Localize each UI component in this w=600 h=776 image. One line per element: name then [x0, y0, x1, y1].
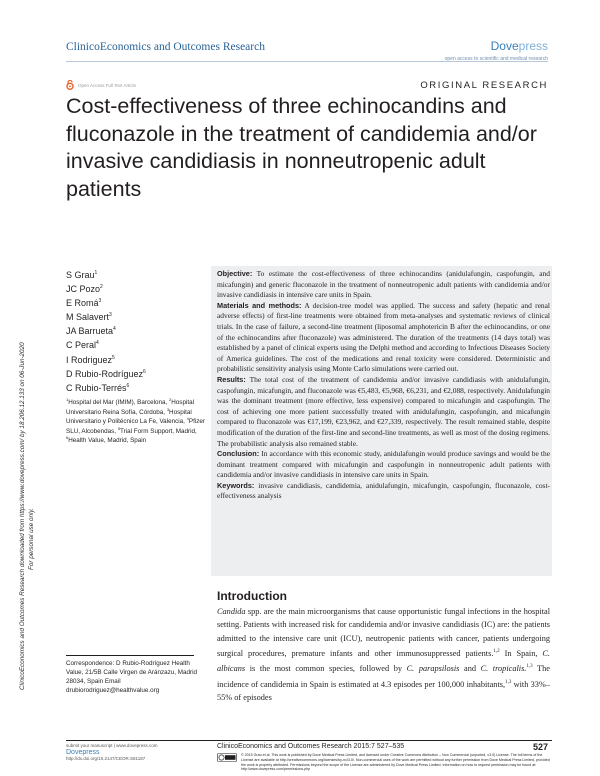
license-text: © 2015 Grau et al. This work is published by Dove Medical Press Limited, and licensed under Creative Commons Attribution – Non Commercial (unported, v3.0) License. The full terms of the License are available at http://creativecommons.org/licenses/by-nc/3.0/. Non-commercial uses of the work are permitted without any further permission from Dove Medical Press Limited, provided the work is properly attributed. Permissions beyond the scope of the License are administered by Dove Medical Press Limited. Information on how to request permission may be found at: http://www.dovepress.com/permissions.php — [241, 753, 550, 772]
author-item: E Romá$^3$ — [66, 298, 102, 309]
author-item: M Salavert$^3$ — [66, 312, 112, 323]
publisher-logo[interactable] — [491, 39, 548, 53]
open-access-label: Open Access Full Text Article — [78, 82, 136, 88]
article-title: Cost-effectiveness of three echinocandins and fluconazole in the treatment of candidemia and/or invasive candidiasis in nonneutropenic adult patients — [66, 94, 537, 201]
abstract — [217, 269, 550, 502]
author-item: C Rubio-Terrés$^6$ — [66, 382, 130, 393]
publisher-tagline: open access to scientific and medical research — [444, 56, 548, 62]
abstract-conclusion: Conclusion: In accordance with this economic study, anidulafungin would produce savings and would be the dominant treatment compared with micafungin and caspofungin in nonneutropenic adult patients with candidemia and/or invasive candidiasis in intensive care units in Spain. — [217, 449, 550, 480]
header-divider — [66, 61, 548, 62]
abstract-objective: Objective: To estimate the cost-effectiveness of three echinocandins (anidulafungin, caspofungin, and micafungin) and generic fluconazole in the treatment of nonneutropenic adult patients with candidemia and/or invasive candidiasis in intensive care units in Spain. — [217, 269, 550, 300]
open-access-icon — [66, 80, 74, 90]
author-item: D Rubio-Rodríguez$^6$ — [66, 368, 146, 379]
correspondence[interactable]: Correspondence: D Rubio-Rodríguez Health Value, 21/5B Calle Virgen de Aránzazu, Madrid 28034, Spain Email drubiorodriguez@healthvalue.org — [66, 660, 198, 694]
introduction-text: Candida spp. are the main microorganisms that cause opportunistic fungal infections in the hospital setting. Patients with increased risk for candidemia and/or invasive candidiasis (IC) are: the patients admitted to the intensive care unit (ICU), neutropenic patients with cancer, patients undergoing surgical procedures, premature infants and other immunosuppressed patients.$^{1,2}$ In Spain, C. albicans is the most common species, followed by C. parapsilosis and C. tropicalis.$^{1,3}$ The incidence of candidemia in Spain is estimated at 4.3 episodes per 100,000 inhabitants,$^{1,3}$ with 33%–55% of episodes — [217, 607, 550, 702]
journal-name[interactable]: ClinicoEconomics and Outcomes Research — [66, 41, 265, 53]
publisher-main: Dove — [490, 39, 519, 53]
abstract-results: Results: The total cost of the treatment of candidemia and/or invasive candidiasis with anidulafungin, caspofungin, micafungin, and fluconazole was €5,483, €5,968, €6,231, and €2,088, respectively. Anidulafungin was the dominant treatment (more effective, less expensive) compared to micafungin and caspofungin. The cost of achieving one more patient successfully treated with anidulafungin, caspofungin, and micafungin compared to fluconazole was €17,199, €23,962, and €27,339, respectively. The result remained stable, despite modification of the duration of the first-line and second-line treatments, as well as most of the dosing regimens. The probabilistic analysis also remained stable. — [217, 374, 551, 448]
footer-citation: ClinicoEconomics and Outcomes Research 2015:7 527–535 — [217, 743, 405, 750]
publisher-suffix: press — [518, 39, 548, 53]
footer-divider — [66, 740, 552, 741]
side-download-note — [18, 342, 36, 690]
author-item: I Rodriguez$^5$ — [66, 354, 115, 365]
article-type: ORIGINAL RESEARCH — [420, 80, 548, 91]
footer-links — [66, 743, 206, 763]
open-access-badge[interactable] — [66, 80, 136, 90]
affiliations: $^1$Hospital del Mar (IMIM), Barcelona, $^2$Hospital Universitario Reina Sofía, Córdoba, $^3$Hospital Universitario y Politécnico La Fe, Valencia, $^4$Pfizer SLU, Alcobendas, $^5$Trial Form Support, Madrid, $^6$Health Value, Madrid, Spain — [66, 396, 205, 445]
footer-dovepress-logo[interactable]: Dovepress — [66, 748, 100, 756]
author-item: S Grau$^1$ — [66, 270, 98, 280]
author-item: JA Barrueta$^4$ — [66, 326, 116, 337]
author-item: C Peral$^4$ — [66, 340, 99, 351]
author-list — [66, 268, 146, 395]
license-block — [217, 753, 550, 772]
doi-link[interactable]: http://dx.doi.org/10.2147/CEOR.S81187 — [66, 756, 146, 761]
submit-link[interactable]: submit your manuscript | www.dovepress.com — [66, 743, 158, 748]
side-note-line2: For personal use only. — [28, 508, 35, 570]
abstract-keywords: Keywords: invasive candidiasis, candidemia, anidulafungin, micafungin, caspofungin, fluconazole, cost-effectiveness analysis — [217, 480, 550, 501]
creative-commons-icon[interactable] — [217, 753, 237, 762]
introduction-heading: Introduction — [217, 589, 287, 603]
correspondence-divider — [66, 655, 194, 656]
page-number: 527 — [532, 742, 548, 752]
side-note-line1: ClinicoEconomics and Outcomes Research downloaded from https://www.dovepress.com/ by 18.206.12.133 on 06-Jun-2020 — [19, 342, 26, 690]
abstract-methods: Materials and methods: A decision-tree model was applied. The success and safety (hepatic and renal adverse effects) of first-line treatments were obtained from meta-analyses and systematic reviews of clinical trials. In the case of failure, a second-line treatment (liposomal amphotericin B after the echinocandins, or one of the echinocandins after fluconazole) was administered. The duration of the treatments (14 days total) was established by a panel of clinical experts using the Delphi method and according to Infectious Diseases Society of America guidelines. The cost of the medications and renal toxicity were considered. Deterministic and probabilistic sensitivity analysis using Monte Carlo simulations were carried out. — [217, 300, 551, 374]
author-item: JC Pozo$^2$ — [66, 284, 103, 295]
